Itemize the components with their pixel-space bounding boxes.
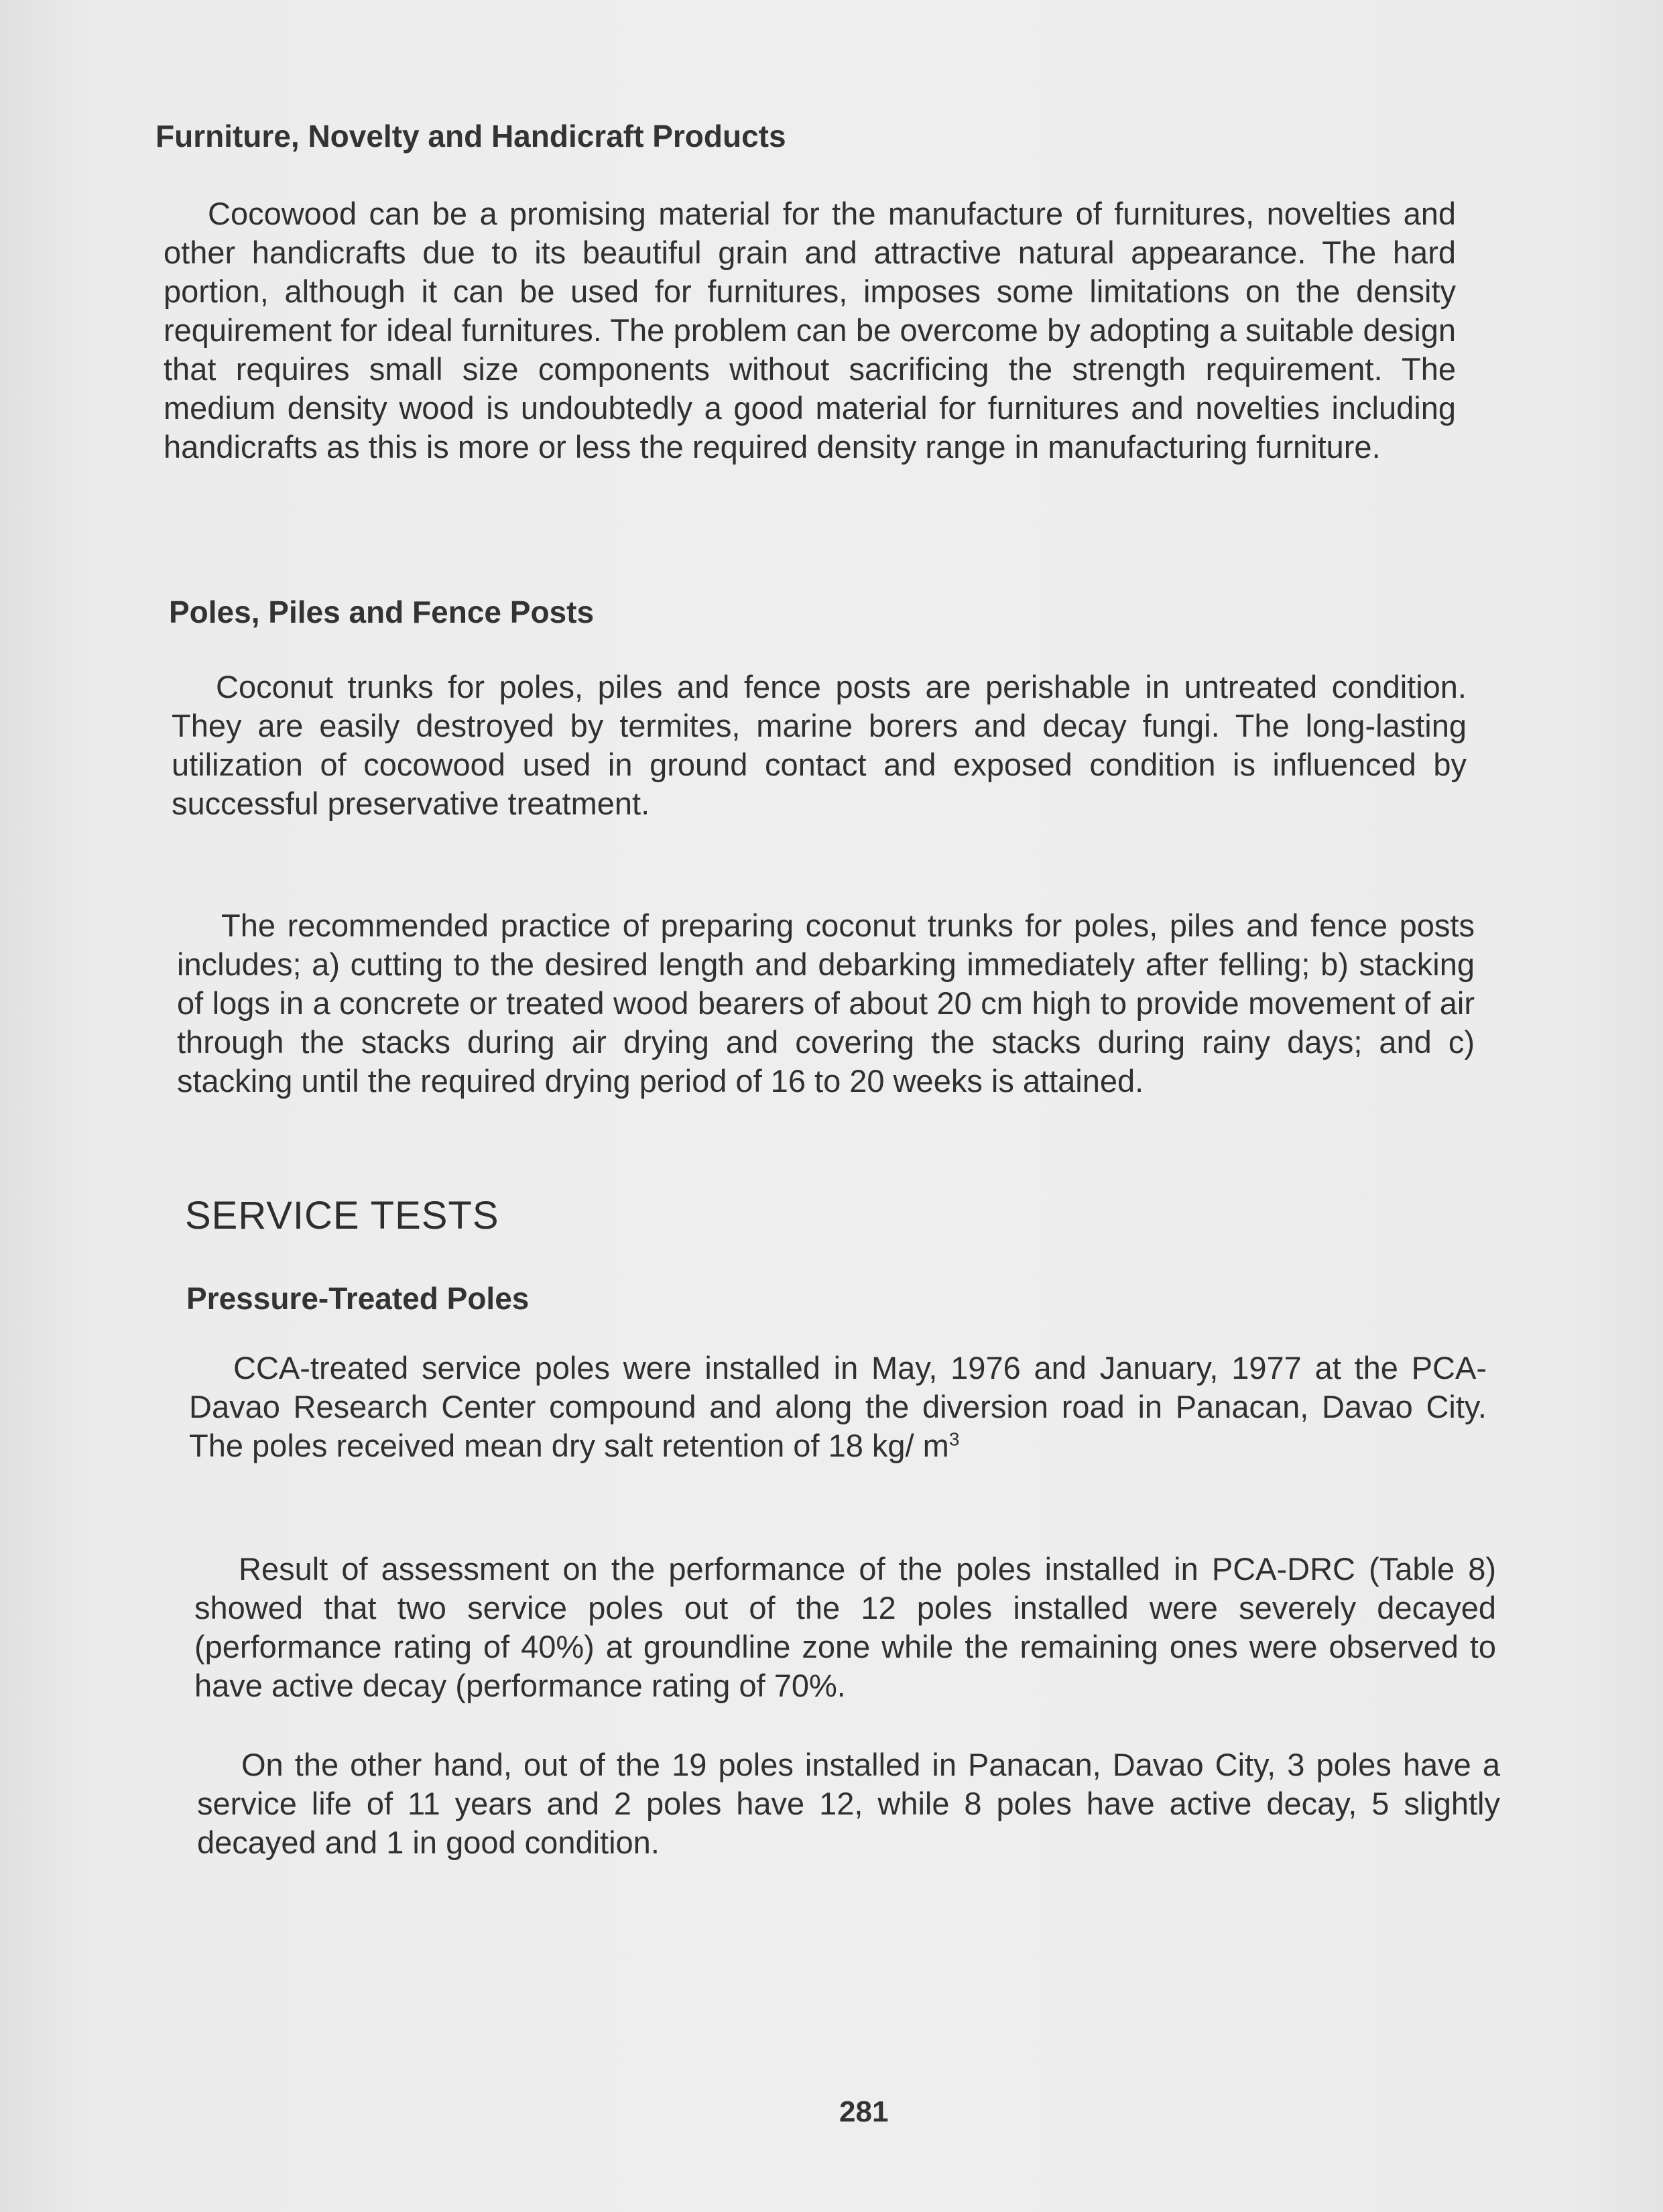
page-number: 281 bbox=[839, 2095, 889, 2128]
pressure-paragraph-2: Result of assessment on the performance of the poles installed in PCA-DRC (Table 8) showed that two service poles out of the 12 poles installed were severely decayed (performance rating of 40%) at groundline zone while the remaining ones were observed to have active decay (performance rating of 70%. bbox=[194, 1551, 1496, 1703]
cubic-superscript: 3 bbox=[948, 1428, 960, 1450]
pressure-paragraph-1 bbox=[189, 1349, 1487, 1465]
poles-paragraph-1: Coconut trunks for poles, piles and fence posts are perishable in untreated condition. They are easily destroyed by termites, marine borers and decay fungi. The long-lasting utilization of cocowood used in ground contact and exposed condition is influenced by successful preservative treatment. bbox=[172, 669, 1467, 821]
pressure-treated-heading: Pressure-Treated Poles bbox=[186, 1281, 530, 1316]
poles-paragraph-2: The recommended practice of preparing coconut trunks for poles, piles and fence posts includes; a) cutting to the desired length and debarking immediately after felling; b) stacking of logs in a concrete or treated wood bearers of about 20 cm high to provide movement of air through the stacks during air drying and covering the stacks during rainy days; and c) stacking until the required drying period of 16 to 20 weeks is attained. bbox=[177, 908, 1475, 1099]
pressure-paragraph-3: On the other hand, out of the 19 poles installed in Panacan, Davao City, 3 poles have a service life of 11 years and 2 poles have 12, while 8 poles have active decay, 5 slightly decayed and 1 in good condition. bbox=[197, 1747, 1500, 1860]
pressure-paragraph-1-text: CCA-treated service poles were installed in May, 1976 and January, 1977 at the PCA-Davao Research Center compound and along the diversion road in Panacan, Davao City. The poles received mean dry salt retention of 18 kg/ m bbox=[189, 1350, 1487, 1463]
furniture-paragraph: Cocowood can be a promising material for the manufacture of furnitures, novelties and other handicrafts due to its beautiful grain and attractive natural appearance. The hard portion, although it can be used for furnitures, imposes some limitations on the density requirement for ideal furnitures. The problem can be overcome by adopting a suitable design that requires small size components without sacrificing the strength requirement. The medium density wood is undoubtedly a good material for furnitures and novelties including handicrafts as this is more or less the required density range in manufacturing furniture. bbox=[164, 196, 1456, 465]
poles-heading: Poles, Piles and Fence Posts bbox=[169, 595, 595, 629]
service-tests-heading: SERVICE TESTS bbox=[185, 1194, 499, 1237]
furniture-heading: Furniture, Novelty and Handicraft Products bbox=[156, 119, 786, 153]
